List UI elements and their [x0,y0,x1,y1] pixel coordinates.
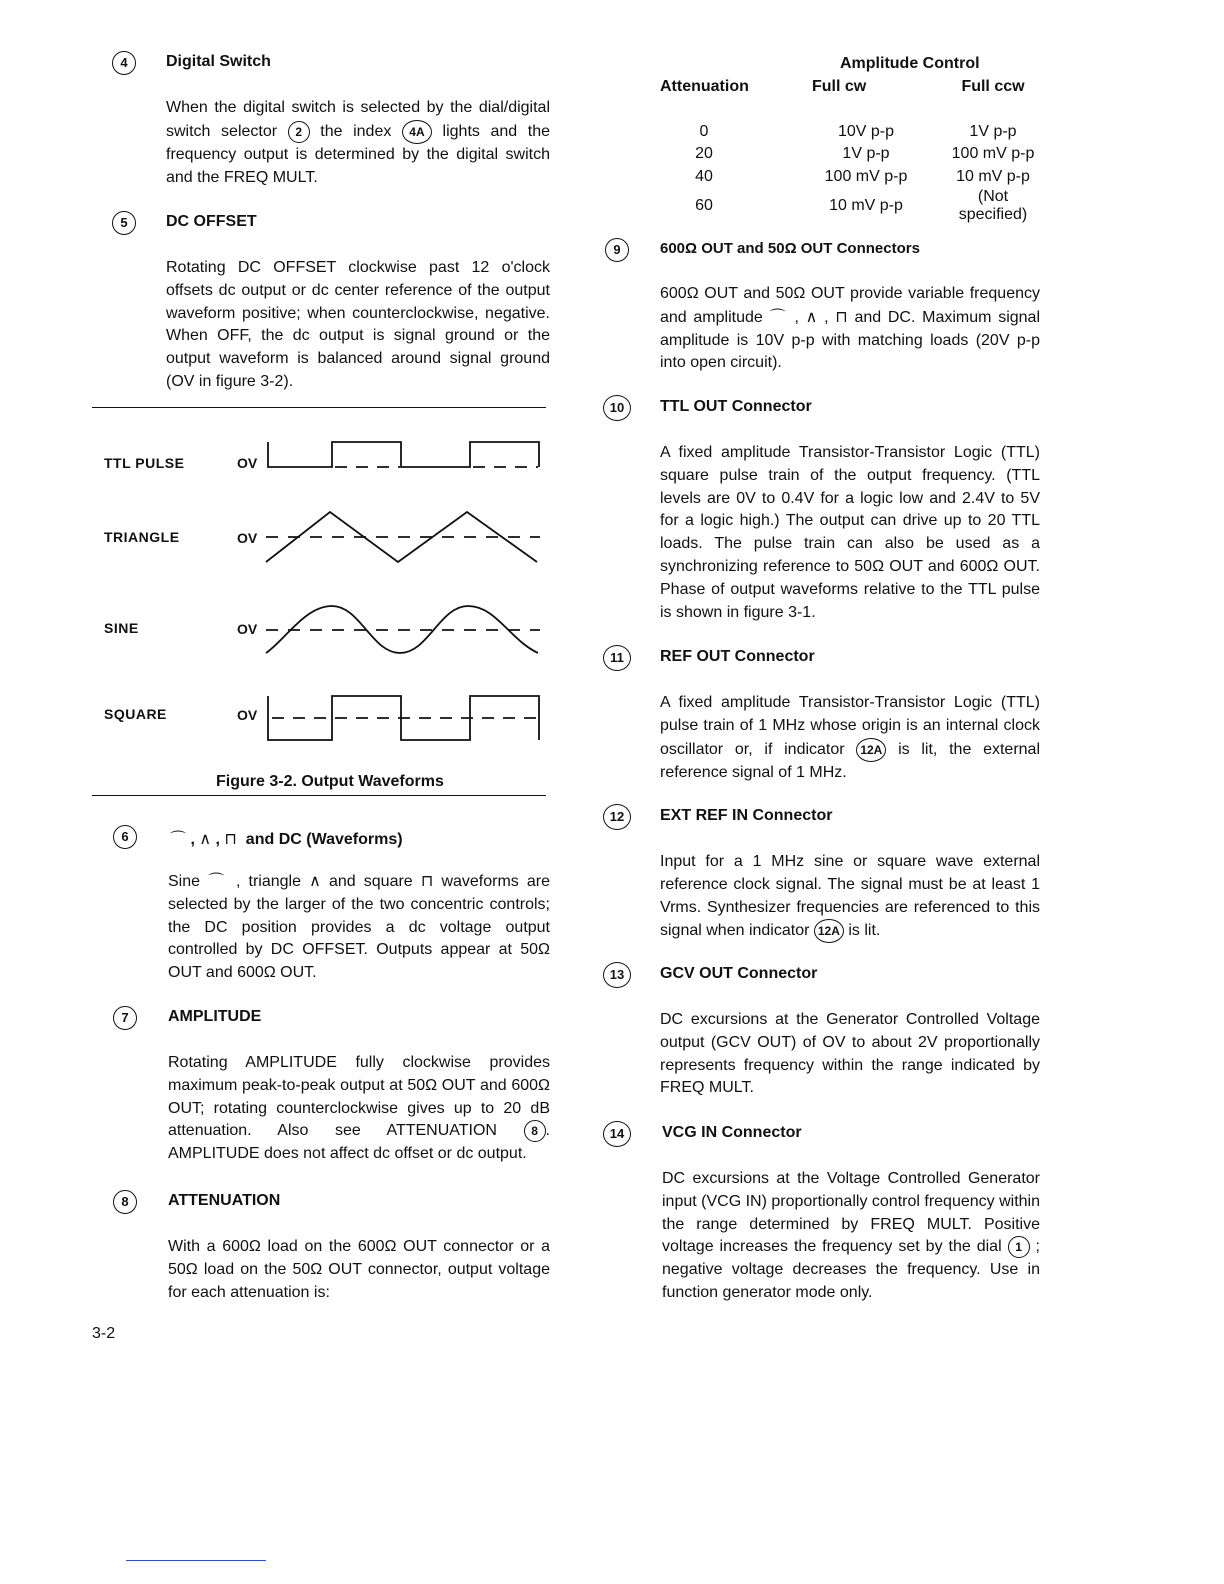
table-col-attenuation: Attenuation [660,78,749,96]
square-icon: ⊓ [420,871,434,890]
waveforms-text-sine: Sine [168,873,201,890]
waveforms-text-square: and square [328,873,413,890]
ref-out-text [660,692,1040,784]
ttl-out-text: A fixed amplitude Transistor-Transistor Logic (TTL) square pulse train of the output frequency. (TTL levels are 0V to 0.4V for a logic low and 2.4V to 5V for a logic high.) The output can drive up to 20 TTL loads. The pulse train can also be used as a synchronizing reference to 50Ω OUT and 600Ω OUT. Phase of output waveforms relative to the TTL pulse is shown in figure 3-1. [660,444,1040,621]
square-label: SQUARE [104,706,167,722]
triangle-icon: ∧ [805,306,818,326]
ov-label-ttl: OV [237,455,258,471]
output-waveforms-figure [0,0,600,800]
callout-6: 6 [113,825,137,849]
ext-ref-in-text [660,851,1040,943]
waveforms-text-triangle: , triangle [235,873,301,890]
table-cell: 1V p-p [969,122,1017,140]
callout-ref-8: 8 [524,1120,546,1142]
callout-4: 4 [112,51,136,75]
ttl-pulse-wave [268,442,539,467]
amplitude-text-a: Rotating AMPLITUDE fully clockwise provides maximum peak-to-peak output at 50Ω OUT and 600Ω OUT; rotating counterclockwise gives up to 20 dB attenuation. Also see ATTENUATION [168,1054,550,1140]
callout-8: 8 [113,1190,137,1214]
gcv-out-text: DC excursions at the Generator Controlled Voltage output (GCV OUT) of OV to about 2V proportionally represents frequency within the range indicated by FREQ MULT. [660,1011,1040,1097]
vcg-in-text-a: DC excursions at the Voltage Controlled Generator input (VCG IN) proportionally control frequency within the range determined by FREQ MULT. Positive voltage increases the frequency set by the dial [662,1170,1040,1256]
square-icon: ⊓ [835,306,848,326]
table-cell: 20 [695,145,713,163]
table-cell: 10 mV p-p [829,197,903,214]
waveforms-title-text: and DC (Waveforms) [245,831,403,848]
table-cell: 10V p-p [837,122,895,140]
callout-11: 11 [603,645,631,671]
table-cell: 100 mV p-p [824,167,908,185]
table-cell: 1V p-p [842,145,890,163]
callout-ref-4a: 4A [402,120,432,144]
callout-10: 10 [603,395,631,421]
triangle-icon: ∧ [199,829,212,848]
section-title-dc-offset: DC OFFSET [166,213,257,230]
table-cell: (Not specified) [958,188,1028,223]
attenuation-text: With a 600Ω load on the 600Ω OUT connector or a 50Ω load on the 50Ω OUT connector, output voltage for each attenuation is: [168,1238,550,1301]
table-cell: 40 [695,167,713,185]
section-title-waveforms: ⌒ , ∧ , ⊓ and DC (Waveforms) [170,829,403,848]
section-title-ref-out: REF OUT Connector [660,648,815,665]
table-cell: 0 [699,122,709,140]
table-row [660,166,1044,189]
table-col-full-cw: Full cw [812,78,867,96]
callout-14: 14 [603,1121,631,1147]
table-cell: 60 [695,197,713,214]
ov-label-triangle: OV [237,530,258,546]
callout-13: 13 [603,962,631,988]
section-title-amplitude: AMPLITUDE [168,1008,262,1025]
callout-9: 9 [605,238,629,262]
table-cell: 10 mV p-p [956,167,1030,185]
digital-switch-text-c: lights and the frequency output is determined by the digital switch and the FREQ MULT. [166,123,551,186]
section-title-ttl-out: TTL OUT Connector [660,398,812,415]
figure-caption: Figure 3-2. Output Waveforms [216,773,444,790]
table-row [660,121,1044,144]
table-group-header: Amplitude Control [840,55,980,72]
ref-out-text-a: A fixed amplitude Transistor-Transistor Logic (TTL) pulse train of 1 MHz whose origin is an internal clock oscillator or, if indicator [660,694,1040,758]
section-title-gcv-out: GCV OUT Connector [660,965,818,982]
ttl-pulse-label: TTL PULSE [104,455,185,471]
page-number: 3-2 [92,1325,116,1342]
vcg-in-text-b: ; negative voltage decreases the frequency. Use in function generator mode only. [662,1238,1040,1302]
sine-icon: ⌒ [208,871,228,890]
digital-switch-text-b: the index [320,123,392,141]
callout-12: 12 [603,804,631,830]
output-connectors-text: 600Ω OUT and 50Ω OUT provide variable frequency and amplitude ⌒ , ∧ , ⊓ and DC. Maximum signal amplitude is 10V p-p with matching loads (20V p-p into open circuit). [660,285,1040,372]
ov-label-square: OV [237,707,258,723]
amplitude-text-b: . AMPLITUDE does not affect dc offset or dc output. [168,1122,550,1163]
triangle-label: TRIANGLE [104,529,180,545]
callout-7: 7 [113,1006,137,1030]
ext-ref-in-text-a: Input for a 1 MHz sine or square wave external reference clock signal. The signal must be at least 1 Vrms. Synthesizer frequencies are referenced to this signal when indicator [660,853,1040,940]
ov-label-sine: OV [237,621,258,637]
digital-switch-text-a: When the digital switch is selected by the dial/digital switch selector [166,99,550,141]
bottom-rule [126,1560,266,1561]
ref-out-text-b: is lit, the external reference signal of 1 MHz. [660,740,1040,781]
output-connectors-text-a: 600Ω OUT and 50Ω OUT provide variable frequency and amplitude [660,285,1040,326]
ext-ref-in-text-b: is lit. [848,922,881,940]
table-header-row [660,76,1044,99]
callout-ref-12a: 12A [856,738,886,762]
sine-icon: ⌒ [769,306,788,326]
waveforms-text-rest: waveforms are selected by the larger of the two concentric controls; the DC position provides a dc voltage output controlled by DC OFFSET. Outputs appear at 50Ω OUT and 600Ω OUT. [168,873,551,982]
section-title-digital-switch: Digital Switch [166,53,271,70]
sine-icon: ⌒ [170,829,187,848]
callout-ref-1: 1 [1008,1236,1030,1258]
attenuation-table [660,76,1044,224]
section-title-vcg-in: VCG IN Connector [662,1124,802,1141]
sine-label: SINE [104,620,139,636]
table-col-full-ccw: Full ccw [961,78,1025,96]
table-row [660,188,1044,224]
waveforms-text [168,870,550,985]
table-cell: 100 mV p-p [951,145,1035,163]
output-connectors-text-b: and DC. Maximum signal amplitude is 10V p-p with matching loads (20V p-p into open circuit). [660,308,1040,372]
amplitude-text [168,1052,550,1166]
section-title-output-connectors: 600Ω OUT and 50Ω OUT Connectors [660,240,920,257]
dc-offset-text: Rotating DC OFFSET clockwise past 12 o'clock offsets dc output or dc center reference of the output waveform positive; when counterclockwise, negative. When OFF, the dc output is signal ground or the output waveform is balanced around signal ground (OV in figure 3-2). [166,259,550,390]
vcg-in-text [662,1168,1040,1305]
triangle-icon: ∧ [309,871,321,890]
table-row [660,143,1044,166]
callout-ref-12a: 12A [814,919,844,943]
section-title-attenuation: ATTENUATION [168,1192,281,1209]
section-title-ext-ref-in: EXT REF IN Connector [660,807,833,824]
callout-ref-2: 2 [288,121,310,143]
callout-5: 5 [112,211,136,235]
square-icon: ⊓ [224,829,237,848]
